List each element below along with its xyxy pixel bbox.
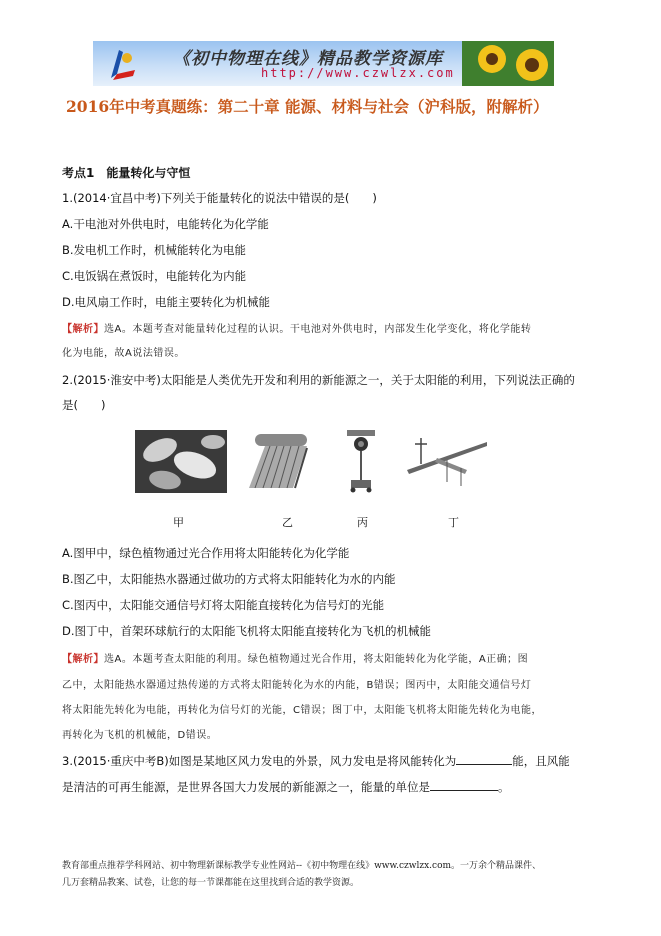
question-1-analysis-line-1 (62, 320, 531, 335)
question-2-figure (135, 430, 487, 530)
section-heading: 考点1 能量转化与守恒 (62, 166, 191, 180)
question-3-text: 能，且风能 (512, 754, 570, 768)
figure-label-bing: 丙 (357, 516, 368, 529)
question-2-option-d: D.图丁中，首架环球航行的太阳能飞机将太阳能直接转化为飞机的机械能 (62, 624, 432, 638)
analysis-text: 选A。本题考查太阳能的利用。绿色植物通过光合作用，将太阳能转化为化学能，A正确；图 (104, 654, 529, 665)
banner-url[interactable]: http://www.czwlzx.com (261, 66, 455, 80)
question-3-text: 是清洁的可再生能源，是世界各国大力发展的新能源之一，能量的单位是 (62, 780, 430, 794)
figure-label-jia: 甲 (173, 516, 184, 529)
header-banner (93, 41, 554, 86)
question-3-line-2 (62, 778, 510, 795)
question-3-line-1 (62, 752, 570, 769)
banner-title: 《初中物理在线》精品教学资源库 (173, 49, 443, 69)
question-1-stem: 1.(2014·宜昌中考)下列关于能量转化的说法中错误的是( ) (62, 191, 377, 205)
question-2-analysis-line-1 (62, 650, 528, 665)
solar-water-heater-image (245, 430, 313, 493)
answer-blank[interactable] (456, 752, 512, 765)
question-1-option-d: D.电风扇工作时，电能主要转化为机械能 (62, 295, 271, 309)
question-1-option-c: C.电饭锅在煮饭时，电能转化为内能 (62, 269, 247, 283)
question-2-analysis-line-3: 将太阳能先转化为电能，再转化为信号灯的光能，C错误；图丁中，太阳能飞机将太阳能先转化为电能， (62, 705, 542, 716)
question-1-option-b: B.发电机工作时，机械能转化为电能 (62, 243, 247, 257)
question-3-text: 。 (498, 780, 510, 794)
page-footer (62, 858, 541, 892)
figure-label-yi: 乙 (282, 516, 293, 529)
site-logo-icon (101, 44, 141, 84)
analysis-tag: 【解析】 (62, 654, 104, 665)
analysis-tag: 【解析】 (62, 324, 104, 335)
question-2-option-a: A.图甲中，绿色植物通过光合作用将太阳能转化为化学能 (62, 546, 350, 560)
footer-line-2: 几万套精品教案、试卷，让您的每一节课都能在这里找到合适的教学资源。 (62, 878, 360, 888)
footer-line-1: 教育部重点推荐学科网站、初中物理新课标教学专业性网站--《初中物理在线》www.czwlzx.com。一万余个精品课件、 (62, 861, 542, 871)
question-1-analysis-line-2: 化为电能，故A说法错误。 (62, 348, 185, 359)
solar-traffic-light-image (343, 430, 379, 493)
question-2-option-c: C.图丙中，太阳能交通信号灯将太阳能直接转化为信号灯的光能 (62, 598, 385, 612)
question-2-stem-line-2: 是( ) (62, 398, 106, 412)
question-2-analysis-line-2: 乙中，太阳能热水器通过热传递的方式将太阳能转化为水的内能，B错误；图丙中，太阳能交通信号灯 (62, 680, 532, 691)
solar-airplane-image (407, 430, 487, 493)
document-title: 2016年中考真题练：第二十章 能源、材料与社会（沪科版，附解析） (66, 97, 549, 116)
question-3-text: 3.(2015·重庆中考B)如图是某地区风力发电的外景，风力发电是将风能转化为 (62, 754, 457, 768)
question-2-option-b: B.图乙中，太阳能热水器通过做功的方式将太阳能转化为水的内能 (62, 572, 396, 586)
answer-blank[interactable] (430, 778, 498, 791)
figure-label-ding: 丁 (448, 516, 459, 529)
question-2-stem-line-1: 2.(2015·淮安中考)太阳能是人类优先开发和利用的新能源之一，关于太阳能的利用，下列说法正确的 (62, 373, 575, 387)
analysis-text: 选A。本题考查对能量转化过程的认识。干电池对外供电时，内部发生化学变化，将化学能转 (104, 324, 532, 335)
question-1-option-a: A.干电池对外供电时，电能转化为化学能 (62, 217, 269, 231)
plant-leaves-image (135, 430, 227, 493)
sunflower-icon (462, 41, 554, 86)
question-2-analysis-line-4: 再转化为飞机的机械能，D错误。 (62, 730, 218, 741)
